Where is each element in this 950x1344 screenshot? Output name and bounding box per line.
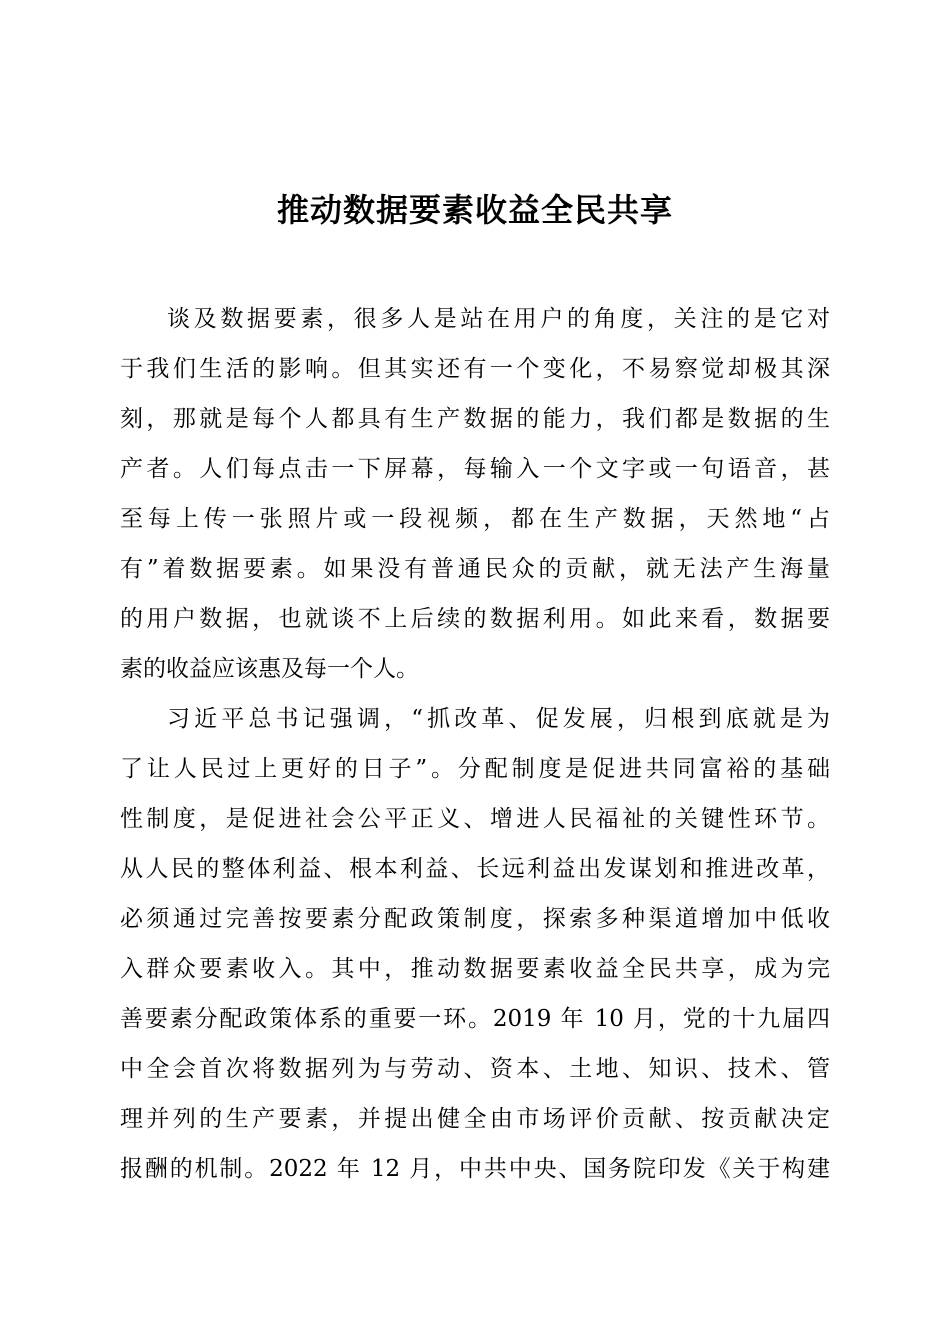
paragraph-line: 必须通过完善按要素分配政策制度，探索多种渠道增加中低收: [120, 906, 830, 932]
paragraph-line: 了让人民过上更好的日子”。分配制度是促进共同富裕的基础: [120, 756, 830, 782]
paragraph-2: [120, 694, 830, 1194]
paragraph-line: 的用户数据，也就谈不上后续的数据利用。如此来看，数据要: [120, 606, 830, 632]
paragraph-line: 中全会首次将数据列为与劳动、资本、土地、知识、技术、管: [120, 1056, 830, 1082]
paragraph-line: 善要素分配政策体系的重要一环。2019 年 10 月，党的十九届四: [120, 1006, 830, 1032]
paragraph-line: 有”着数据要素。如果没有普通民众的贡献，就无法产生海量: [120, 556, 830, 582]
paragraph-line: 习近平总书记强调，“抓改革、促发展，归根到底就是为: [167, 706, 830, 732]
document-title: 推动数据要素收益全民共享: [276, 191, 673, 229]
paragraph-line: 素的收益应该惠及每一个人。: [120, 656, 419, 682]
paragraph-line: 性制度，是促进社会公平正义、增进人民福祉的关键性环节。: [120, 806, 830, 832]
paragraph-line: 刻，那就是每个人都具有生产数据的能力，我们都是数据的生: [120, 406, 830, 432]
paragraph-line: 于我们生活的影响。但其实还有一个变化，不易察觉却极其深: [120, 356, 830, 382]
paragraph-line: 入群众要素收入。其中，推动数据要素收益全民共享，成为完: [120, 956, 830, 982]
paragraph-line: 理并列的生产要素，并提出健全由市场评价贡献、按贡献决定: [120, 1106, 830, 1132]
paragraph-line: 报酬的机制。2022 年 12 月，中共中央、国务院印发《关于构建: [120, 1156, 830, 1182]
paragraph-1: [120, 294, 830, 694]
paragraph-line: 从人民的整体利益、根本利益、长远利益出发谋划和推进改革，: [120, 856, 830, 882]
paragraph-line: 至每上传一张照片或一段视频，都在生产数据，天然地“占: [120, 506, 830, 532]
paragraph-line: 产者。人们每点击一下屏幕，每输入一个文字或一句语音，甚: [120, 456, 830, 482]
document-body: [120, 294, 830, 1194]
paragraph-line: 谈及数据要素，很多人是站在用户的角度，关注的是它对: [167, 306, 830, 332]
